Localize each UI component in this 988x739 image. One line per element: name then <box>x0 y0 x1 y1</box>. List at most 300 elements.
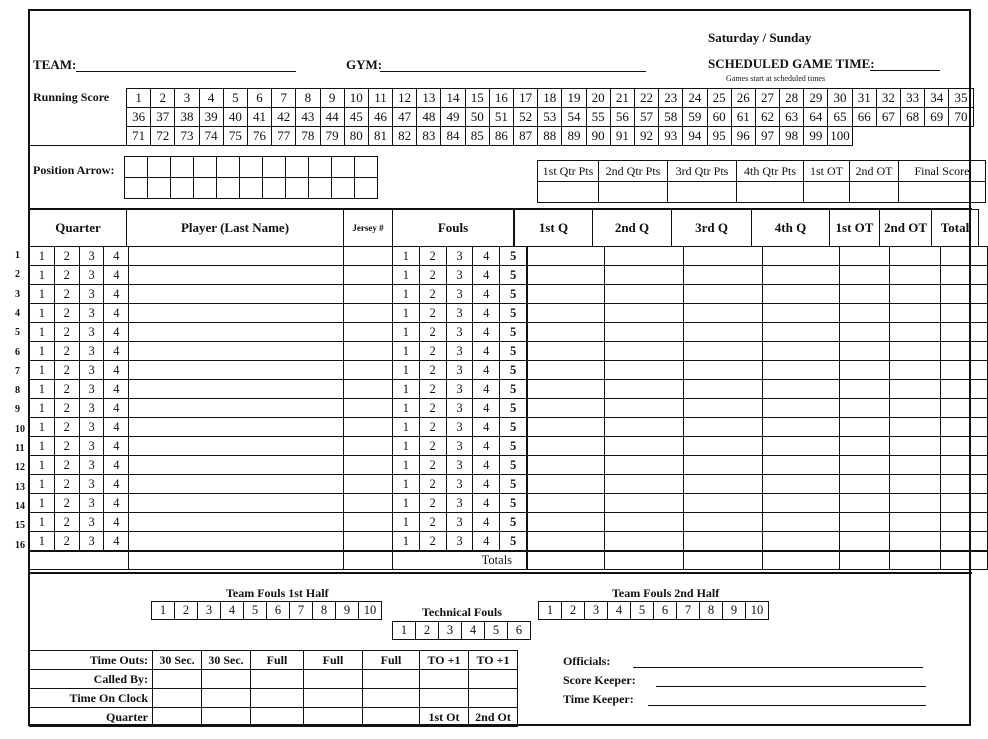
quarter-cell[interactable]: 2 <box>54 532 79 552</box>
quarter-cell[interactable]: 2 <box>54 304 79 323</box>
foul-cell[interactable]: 4 <box>473 418 500 437</box>
running-score-cell[interactable]: 50 <box>465 108 489 127</box>
score-cell[interactable] <box>683 399 762 418</box>
position-arrow-cell[interactable] <box>171 178 194 199</box>
team-foul-cell[interactable]: 2 <box>175 602 198 620</box>
timeout-cell[interactable] <box>153 670 202 689</box>
jersey-cell[interactable] <box>344 266 393 285</box>
running-score-cell[interactable]: 26 <box>731 89 755 108</box>
running-score-cell[interactable]: 31 <box>852 89 876 108</box>
foul-cell[interactable]: 1 <box>392 266 419 285</box>
foul-cell[interactable]: 5 <box>500 266 527 285</box>
foul-cell[interactable]: 5 <box>500 399 527 418</box>
quarter-cell[interactable]: 3 <box>79 456 104 475</box>
score-cell[interactable] <box>941 247 988 266</box>
running-score-cell[interactable]: 86 <box>489 127 513 146</box>
team-foul-cell[interactable]: 4 <box>221 602 244 620</box>
running-score-cell[interactable]: 76 <box>247 127 271 146</box>
foul-cell[interactable]: 3 <box>446 361 473 380</box>
foul-cell[interactable]: 1 <box>392 475 419 494</box>
foul-cell[interactable]: 5 <box>500 342 527 361</box>
quarter-cell[interactable]: 3 <box>79 494 104 513</box>
running-score-cell[interactable]: 36 <box>127 108 151 127</box>
foul-cell[interactable]: 1 <box>392 532 419 552</box>
jersey-cell[interactable] <box>344 342 393 361</box>
jersey-cell[interactable] <box>344 494 393 513</box>
foul-cell[interactable]: 5 <box>500 513 527 532</box>
player-name-cell[interactable] <box>129 323 344 342</box>
score-cell[interactable] <box>762 513 839 532</box>
timeout-cell[interactable] <box>469 670 518 689</box>
jersey-cell[interactable] <box>344 361 393 380</box>
running-score-cell[interactable]: 33 <box>901 89 925 108</box>
score-cell[interactable] <box>840 342 890 361</box>
foul-cell[interactable]: 3 <box>446 418 473 437</box>
running-score-cell[interactable]: 14 <box>441 89 465 108</box>
running-score-cell[interactable]: 23 <box>659 89 683 108</box>
foul-cell[interactable]: 3 <box>446 456 473 475</box>
score-cell[interactable] <box>941 456 988 475</box>
foul-cell[interactable]: 4 <box>473 323 500 342</box>
quarter-cell[interactable]: 4 <box>104 418 129 437</box>
running-score-cell[interactable]: 32 <box>876 89 900 108</box>
position-arrow-cell[interactable] <box>240 178 263 199</box>
quarter-cell[interactable]: 2 <box>54 475 79 494</box>
foul-cell[interactable]: 4 <box>473 285 500 304</box>
score-cell[interactable] <box>683 475 762 494</box>
player-name-cell[interactable] <box>129 513 344 532</box>
team-foul-cell[interactable]: 5 <box>244 602 267 620</box>
score-cell[interactable] <box>840 266 890 285</box>
total-score-cell[interactable] <box>941 551 988 570</box>
running-score-cell[interactable]: 64 <box>804 108 828 127</box>
score-cell[interactable] <box>605 494 683 513</box>
position-arrow-cell[interactable] <box>194 178 217 199</box>
jersey-cell[interactable] <box>344 513 393 532</box>
running-score-cell[interactable]: 66 <box>852 108 876 127</box>
foul-cell[interactable]: 1 <box>392 399 419 418</box>
position-arrow-cell[interactable] <box>286 178 309 199</box>
timeout-cell[interactable] <box>304 689 363 708</box>
foul-cell[interactable]: 2 <box>419 342 446 361</box>
foul-cell[interactable]: 1 <box>392 285 419 304</box>
foul-cell[interactable]: 2 <box>419 380 446 399</box>
team-foul-cell[interactable]: 1 <box>393 622 416 640</box>
score-cell[interactable] <box>941 532 988 552</box>
running-score-cell[interactable] <box>852 127 876 146</box>
running-score-cell[interactable]: 87 <box>514 127 538 146</box>
foul-cell[interactable]: 3 <box>446 323 473 342</box>
foul-cell[interactable]: 1 <box>392 247 419 266</box>
running-score-cell[interactable]: 62 <box>755 108 779 127</box>
running-score-cell[interactable] <box>925 127 949 146</box>
foul-cell[interactable]: 5 <box>500 304 527 323</box>
score-cell[interactable] <box>889 304 941 323</box>
quarter-cell[interactable]: 1 <box>30 494 55 513</box>
team-foul-cell[interactable]: 2 <box>416 622 439 640</box>
team-foul-cell[interactable]: 5 <box>631 602 654 620</box>
score-cell[interactable] <box>527 494 605 513</box>
score-cell[interactable] <box>605 285 683 304</box>
quarter-cell[interactable]: 4 <box>104 342 129 361</box>
score-cell[interactable] <box>527 323 605 342</box>
running-score-cell[interactable]: 67 <box>876 108 900 127</box>
quarter-cell[interactable]: 4 <box>104 266 129 285</box>
timeout-cell[interactable]: 1st Ot <box>420 708 469 727</box>
jersey-cell[interactable] <box>344 418 393 437</box>
quarter-cell[interactable]: 4 <box>104 323 129 342</box>
score-cell[interactable] <box>605 266 683 285</box>
score-cell[interactable] <box>889 285 941 304</box>
running-score-cell[interactable]: 60 <box>707 108 731 127</box>
total-score-cell[interactable] <box>683 551 762 570</box>
timeout-cell[interactable] <box>420 670 469 689</box>
quarter-points-value[interactable] <box>668 182 737 203</box>
quarter-cell[interactable]: 3 <box>79 532 104 552</box>
score-cell[interactable] <box>762 380 839 399</box>
foul-cell[interactable]: 2 <box>419 323 446 342</box>
foul-cell[interactable]: 4 <box>473 456 500 475</box>
player-name-cell[interactable] <box>129 247 344 266</box>
running-score-cell[interactable]: 55 <box>586 108 610 127</box>
score-cell[interactable] <box>941 475 988 494</box>
timeout-cell[interactable] <box>469 689 518 708</box>
position-arrow-cell[interactable] <box>148 178 171 199</box>
total-score-cell[interactable] <box>762 551 839 570</box>
player-name-cell[interactable] <box>129 304 344 323</box>
score-cell[interactable] <box>527 475 605 494</box>
score-cell[interactable] <box>527 532 605 552</box>
score-cell[interactable] <box>889 513 941 532</box>
foul-cell[interactable]: 5 <box>500 475 527 494</box>
score-cell[interactable] <box>762 437 839 456</box>
foul-cell[interactable]: 1 <box>392 380 419 399</box>
quarter-cell[interactable]: 1 <box>30 513 55 532</box>
quarter-cell[interactable]: 1 <box>30 380 55 399</box>
quarter-cell[interactable]: 4 <box>104 247 129 266</box>
score-cell[interactable] <box>889 418 941 437</box>
running-score-cell[interactable]: 61 <box>731 108 755 127</box>
timeout-cell[interactable] <box>363 708 420 727</box>
team-field[interactable] <box>76 71 296 72</box>
running-score-cell[interactable]: 2 <box>151 89 175 108</box>
foul-cell[interactable]: 3 <box>446 513 473 532</box>
running-score-cell[interactable]: 48 <box>417 108 441 127</box>
quarter-cell[interactable]: 3 <box>79 285 104 304</box>
quarter-cell[interactable]: 4 <box>104 475 129 494</box>
score-cell[interactable] <box>941 399 988 418</box>
running-score-cell[interactable]: 80 <box>344 127 368 146</box>
foul-cell[interactable]: 5 <box>500 494 527 513</box>
score-cell[interactable] <box>762 361 839 380</box>
running-score-cell[interactable]: 90 <box>586 127 610 146</box>
score-cell[interactable] <box>683 418 762 437</box>
score-cell[interactable] <box>941 266 988 285</box>
score-cell[interactable] <box>605 380 683 399</box>
score-cell[interactable] <box>683 437 762 456</box>
score-cell[interactable] <box>889 475 941 494</box>
running-score-cell[interactable]: 92 <box>634 127 658 146</box>
position-arrow-cell[interactable] <box>171 157 194 178</box>
team-foul-cell[interactable]: 3 <box>198 602 221 620</box>
score-cell[interactable] <box>527 437 605 456</box>
jersey-cell[interactable] <box>344 399 393 418</box>
running-score-cell[interactable]: 39 <box>199 108 223 127</box>
quarter-cell[interactable]: 3 <box>79 266 104 285</box>
foul-cell[interactable]: 5 <box>500 437 527 456</box>
score-cell[interactable] <box>941 361 988 380</box>
score-cell[interactable] <box>605 342 683 361</box>
running-score-cell[interactable]: 42 <box>272 108 296 127</box>
game-time-field[interactable] <box>870 70 940 71</box>
foul-cell[interactable]: 2 <box>419 532 446 552</box>
foul-cell[interactable]: 2 <box>419 285 446 304</box>
running-score-cell[interactable]: 35 <box>949 89 973 108</box>
running-score-cell[interactable]: 40 <box>223 108 247 127</box>
running-score-cell[interactable]: 89 <box>562 127 586 146</box>
running-score-cell[interactable]: 45 <box>344 108 368 127</box>
running-score-cell[interactable]: 22 <box>634 89 658 108</box>
running-score-cell[interactable]: 5 <box>223 89 247 108</box>
foul-cell[interactable]: 3 <box>446 342 473 361</box>
jersey-cell[interactable] <box>344 437 393 456</box>
foul-cell[interactable]: 2 <box>419 475 446 494</box>
foul-cell[interactable]: 2 <box>419 456 446 475</box>
score-cell[interactable] <box>683 361 762 380</box>
position-arrow-cell[interactable] <box>148 157 171 178</box>
jersey-cell[interactable] <box>344 323 393 342</box>
position-arrow-cell[interactable] <box>309 157 332 178</box>
running-score-cell[interactable]: 28 <box>780 89 804 108</box>
score-cell[interactable] <box>889 380 941 399</box>
quarter-cell[interactable]: 4 <box>104 380 129 399</box>
timeout-cell[interactable] <box>363 689 420 708</box>
score-cell[interactable] <box>941 437 988 456</box>
foul-cell[interactable]: 1 <box>392 437 419 456</box>
running-score-cell[interactable]: 57 <box>634 108 658 127</box>
quarter-cell[interactable]: 1 <box>30 285 55 304</box>
running-score-cell[interactable]: 94 <box>683 127 707 146</box>
running-score-cell[interactable]: 7 <box>272 89 296 108</box>
quarter-cell[interactable]: 4 <box>104 399 129 418</box>
quarter-cell[interactable]: 4 <box>104 285 129 304</box>
quarter-cell[interactable]: 1 <box>30 342 55 361</box>
foul-cell[interactable]: 3 <box>446 266 473 285</box>
foul-cell[interactable]: 2 <box>419 513 446 532</box>
running-score-cell[interactable] <box>876 127 900 146</box>
score-cell[interactable] <box>762 342 839 361</box>
timeout-cell[interactable]: 2nd Ot <box>469 708 518 727</box>
score-cell[interactable] <box>840 380 890 399</box>
score-cell[interactable] <box>840 247 890 266</box>
foul-cell[interactable]: 3 <box>446 247 473 266</box>
position-arrow-cell[interactable] <box>309 178 332 199</box>
quarter-cell[interactable]: 3 <box>79 361 104 380</box>
score-cell[interactable] <box>527 380 605 399</box>
running-score-cell[interactable] <box>901 127 925 146</box>
running-score-cell[interactable]: 56 <box>610 108 634 127</box>
running-score-cell[interactable]: 51 <box>489 108 513 127</box>
quarter-cell[interactable]: 4 <box>104 513 129 532</box>
quarter-cell[interactable]: 1 <box>30 437 55 456</box>
running-score-cell[interactable]: 77 <box>272 127 296 146</box>
team-foul-cell[interactable]: 2 <box>562 602 585 620</box>
score-cell[interactable] <box>941 285 988 304</box>
foul-cell[interactable]: 2 <box>419 418 446 437</box>
jersey-cell[interactable] <box>344 456 393 475</box>
score-cell[interactable] <box>683 285 762 304</box>
timeout-cell[interactable] <box>420 689 469 708</box>
running-score-cell[interactable]: 46 <box>368 108 392 127</box>
running-score-cell[interactable]: 18 <box>538 89 562 108</box>
score-cell[interactable] <box>762 323 839 342</box>
running-score-cell[interactable]: 95 <box>707 127 731 146</box>
score-keeper-field[interactable] <box>656 686 926 687</box>
timeout-cell[interactable] <box>202 670 251 689</box>
score-cell[interactable] <box>762 456 839 475</box>
running-score-cell[interactable]: 79 <box>320 127 344 146</box>
team-foul-cell[interactable]: 1 <box>539 602 562 620</box>
score-cell[interactable] <box>941 494 988 513</box>
foul-cell[interactable]: 5 <box>500 456 527 475</box>
score-cell[interactable] <box>605 513 683 532</box>
score-cell[interactable] <box>840 475 890 494</box>
player-name-cell[interactable] <box>129 494 344 513</box>
foul-cell[interactable]: 5 <box>500 361 527 380</box>
position-arrow-cell[interactable] <box>194 157 217 178</box>
quarter-cell[interactable]: 1 <box>30 418 55 437</box>
score-cell[interactable] <box>840 361 890 380</box>
running-score-cell[interactable]: 20 <box>586 89 610 108</box>
running-score-cell[interactable]: 69 <box>925 108 949 127</box>
score-cell[interactable] <box>762 418 839 437</box>
foul-cell[interactable]: 4 <box>473 380 500 399</box>
running-score-cell[interactable]: 12 <box>393 89 417 108</box>
running-score-cell[interactable]: 17 <box>514 89 538 108</box>
timeout-cell[interactable] <box>153 689 202 708</box>
score-cell[interactable] <box>840 323 890 342</box>
quarter-cell[interactable]: 4 <box>104 532 129 552</box>
score-cell[interactable] <box>840 418 890 437</box>
score-cell[interactable] <box>840 399 890 418</box>
position-arrow-cell[interactable] <box>217 157 240 178</box>
foul-cell[interactable]: 3 <box>446 494 473 513</box>
position-arrow-cell[interactable] <box>286 157 309 178</box>
running-score-cell[interactable]: 8 <box>296 89 320 108</box>
running-score-cell[interactable]: 59 <box>683 108 707 127</box>
quarter-cell[interactable]: 3 <box>79 418 104 437</box>
quarter-cell[interactable]: 2 <box>54 342 79 361</box>
timeout-cell[interactable] <box>304 670 363 689</box>
foul-cell[interactable]: 3 <box>446 437 473 456</box>
score-cell[interactable] <box>605 247 683 266</box>
quarter-points-value[interactable] <box>850 182 899 203</box>
score-cell[interactable] <box>683 513 762 532</box>
foul-cell[interactable]: 4 <box>473 247 500 266</box>
team-foul-cell[interactable]: 8 <box>313 602 336 620</box>
position-arrow-cell[interactable] <box>125 178 148 199</box>
player-name-cell[interactable] <box>129 418 344 437</box>
foul-cell[interactable]: 4 <box>473 361 500 380</box>
score-cell[interactable] <box>840 494 890 513</box>
quarter-cell[interactable]: 1 <box>30 399 55 418</box>
position-arrow-cell[interactable] <box>332 157 355 178</box>
running-score-cell[interactable]: 41 <box>247 108 271 127</box>
score-cell[interactable] <box>840 285 890 304</box>
score-cell[interactable] <box>683 456 762 475</box>
running-score-cell[interactable]: 88 <box>538 127 562 146</box>
running-score-cell[interactable]: 19 <box>562 89 586 108</box>
quarter-cell[interactable]: 1 <box>30 247 55 266</box>
total-score-cell[interactable] <box>840 551 890 570</box>
running-score-cell[interactable]: 49 <box>441 108 465 127</box>
running-score-cell[interactable]: 75 <box>223 127 247 146</box>
score-cell[interactable] <box>605 304 683 323</box>
running-score-cell[interactable]: 70 <box>949 108 973 127</box>
running-score-cell[interactable]: 52 <box>514 108 538 127</box>
foul-cell[interactable]: 1 <box>392 494 419 513</box>
position-arrow-cell[interactable] <box>355 178 378 199</box>
quarter-cell[interactable]: 2 <box>54 266 79 285</box>
team-foul-cell[interactable]: 4 <box>462 622 485 640</box>
foul-cell[interactable]: 1 <box>392 361 419 380</box>
foul-cell[interactable]: 1 <box>392 418 419 437</box>
score-cell[interactable] <box>889 399 941 418</box>
running-score-cell[interactable]: 54 <box>562 108 586 127</box>
score-cell[interactable] <box>941 418 988 437</box>
foul-cell[interactable]: 4 <box>473 399 500 418</box>
score-cell[interactable] <box>683 342 762 361</box>
running-score-cell[interactable]: 78 <box>296 127 320 146</box>
running-score-cell[interactable]: 72 <box>151 127 175 146</box>
quarter-cell[interactable]: 2 <box>54 437 79 456</box>
total-score-cell[interactable] <box>889 551 941 570</box>
running-score-cell[interactable]: 27 <box>755 89 779 108</box>
jersey-cell[interactable] <box>344 532 393 552</box>
score-cell[interactable] <box>683 532 762 552</box>
quarter-cell[interactable]: 1 <box>30 456 55 475</box>
score-cell[interactable] <box>941 304 988 323</box>
foul-cell[interactable]: 5 <box>500 532 527 552</box>
position-arrow-cell[interactable] <box>263 178 286 199</box>
running-score-cell[interactable]: 93 <box>659 127 683 146</box>
running-score-cell[interactable]: 43 <box>296 108 320 127</box>
foul-cell[interactable]: 5 <box>500 380 527 399</box>
quarter-cell[interactable]: 4 <box>104 456 129 475</box>
running-score-cell[interactable]: 58 <box>659 108 683 127</box>
score-cell[interactable] <box>605 399 683 418</box>
score-cell[interactable] <box>889 437 941 456</box>
score-cell[interactable] <box>889 266 941 285</box>
team-foul-cell[interactable]: 6 <box>508 622 531 640</box>
running-score-cell[interactable]: 37 <box>151 108 175 127</box>
score-cell[interactable] <box>527 266 605 285</box>
quarter-cell[interactable]: 1 <box>30 532 55 552</box>
score-cell[interactable] <box>840 532 890 552</box>
quarter-cell[interactable]: 4 <box>104 361 129 380</box>
running-score-cell[interactable]: 96 <box>731 127 755 146</box>
running-score-cell[interactable]: 63 <box>780 108 804 127</box>
score-cell[interactable] <box>889 532 941 552</box>
running-score-cell[interactable]: 11 <box>368 89 392 108</box>
quarter-cell[interactable]: 1 <box>30 266 55 285</box>
running-score-cell[interactable]: 29 <box>804 89 828 108</box>
running-score-cell[interactable]: 83 <box>417 127 441 146</box>
team-foul-cell[interactable]: 10 <box>746 602 769 620</box>
running-score-cell[interactable]: 99 <box>804 127 828 146</box>
running-score-cell[interactable]: 13 <box>417 89 441 108</box>
running-score-cell[interactable]: 44 <box>320 108 344 127</box>
